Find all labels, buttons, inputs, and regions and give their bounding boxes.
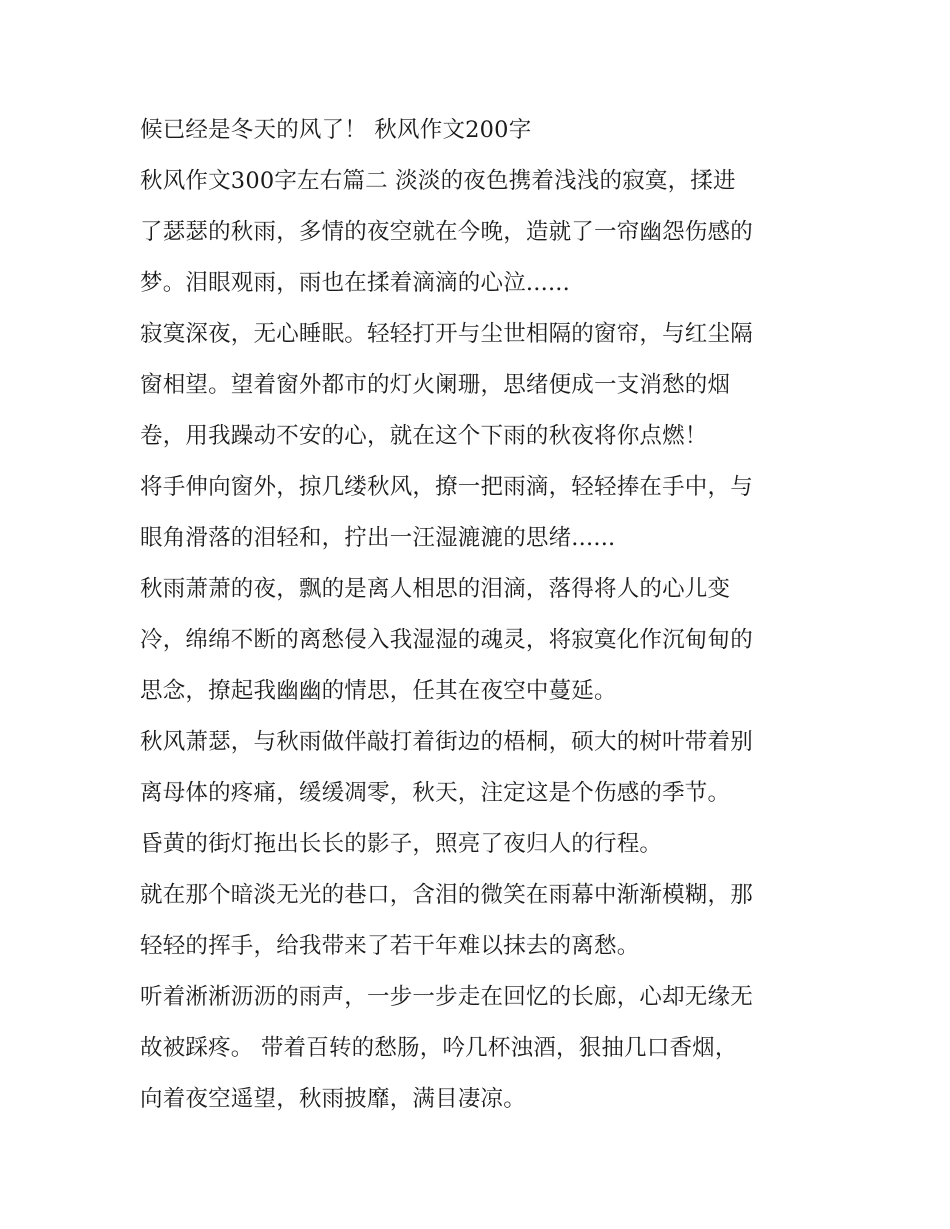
document-body <box>140 110 820 1130</box>
text-line: 故被踩疼。 带着百转的愁肠，吟几杯浊酒，狠抽几口香烟， <box>140 1035 738 1061</box>
text-line: 昏黄的街灯拖出长长的影子，照亮了夜归人的行程。 <box>140 831 663 857</box>
text-line: 听着淅淅沥沥的雨声，一步一步走在回忆的长廊，心却无缘无 <box>140 984 753 1010</box>
text-line: 就在那个暗淡无光的巷口，含泪的微笑在雨幕中渐渐模糊，那 <box>140 882 753 908</box>
text-line: 将手伸向窗外，掠几缕秋风，撩一把雨滴，轻轻捧在手中，与 <box>140 474 753 500</box>
text-line: 冷，绵绵不断的离愁侵入我湿湿的魂灵，将寂寞化作沉甸甸的 <box>140 627 753 653</box>
text-line: 秋风作文300字左右篇二 淡淡的夜色携着浅浅的寂寞，揉进 <box>140 168 736 194</box>
text-line: 寂寞深夜，无心睡眠。轻轻打开与尘世相隔的窗帘，与红尘隔 <box>140 321 753 347</box>
text-line: 梦。泪眼观雨，雨也在揉着滴滴的心泣...... <box>140 270 571 296</box>
text-line: 眼角滑落的泪轻和，拧出一汪湿漉漉的思绪...... <box>140 525 616 551</box>
text-line: 秋雨萧萧的夜，飘的是离人相思的泪滴，落得将人的心儿变 <box>140 576 731 602</box>
text-line: 思念，撩起我幽幽的情思，任其在夜空中蔓延。 <box>140 678 617 704</box>
text-line: 向着夜空遥望，秋雨披靡，满目凄凉。 <box>140 1086 526 1112</box>
text-line: 秋风萧瑟，与秋雨做伴敲打着街边的梧桐，硕大的树叶带着别 <box>140 729 753 755</box>
text-line: 离母体的疼痛，缓缓凋零，秋天，注定这是个伤感的季节。 <box>140 780 731 806</box>
text-line: 窗相望。望着窗外都市的灯火阑珊，思绪便成一支消愁的烟 <box>140 372 731 398</box>
text-line: 了瑟瑟的秋雨，多情的夜空就在今晚，造就了一帘幽怨伤感的 <box>140 219 753 245</box>
text-line: 轻轻的挥手，给我带来了若干年难以抹去的离愁。 <box>140 933 640 959</box>
text-line: 卷，用我躁动不安的心，就在这个下雨的秋夜将你点燃！ <box>140 423 708 449</box>
text-line: 候已经是冬天的风了！ 秋风作文200字 <box>140 117 532 143</box>
